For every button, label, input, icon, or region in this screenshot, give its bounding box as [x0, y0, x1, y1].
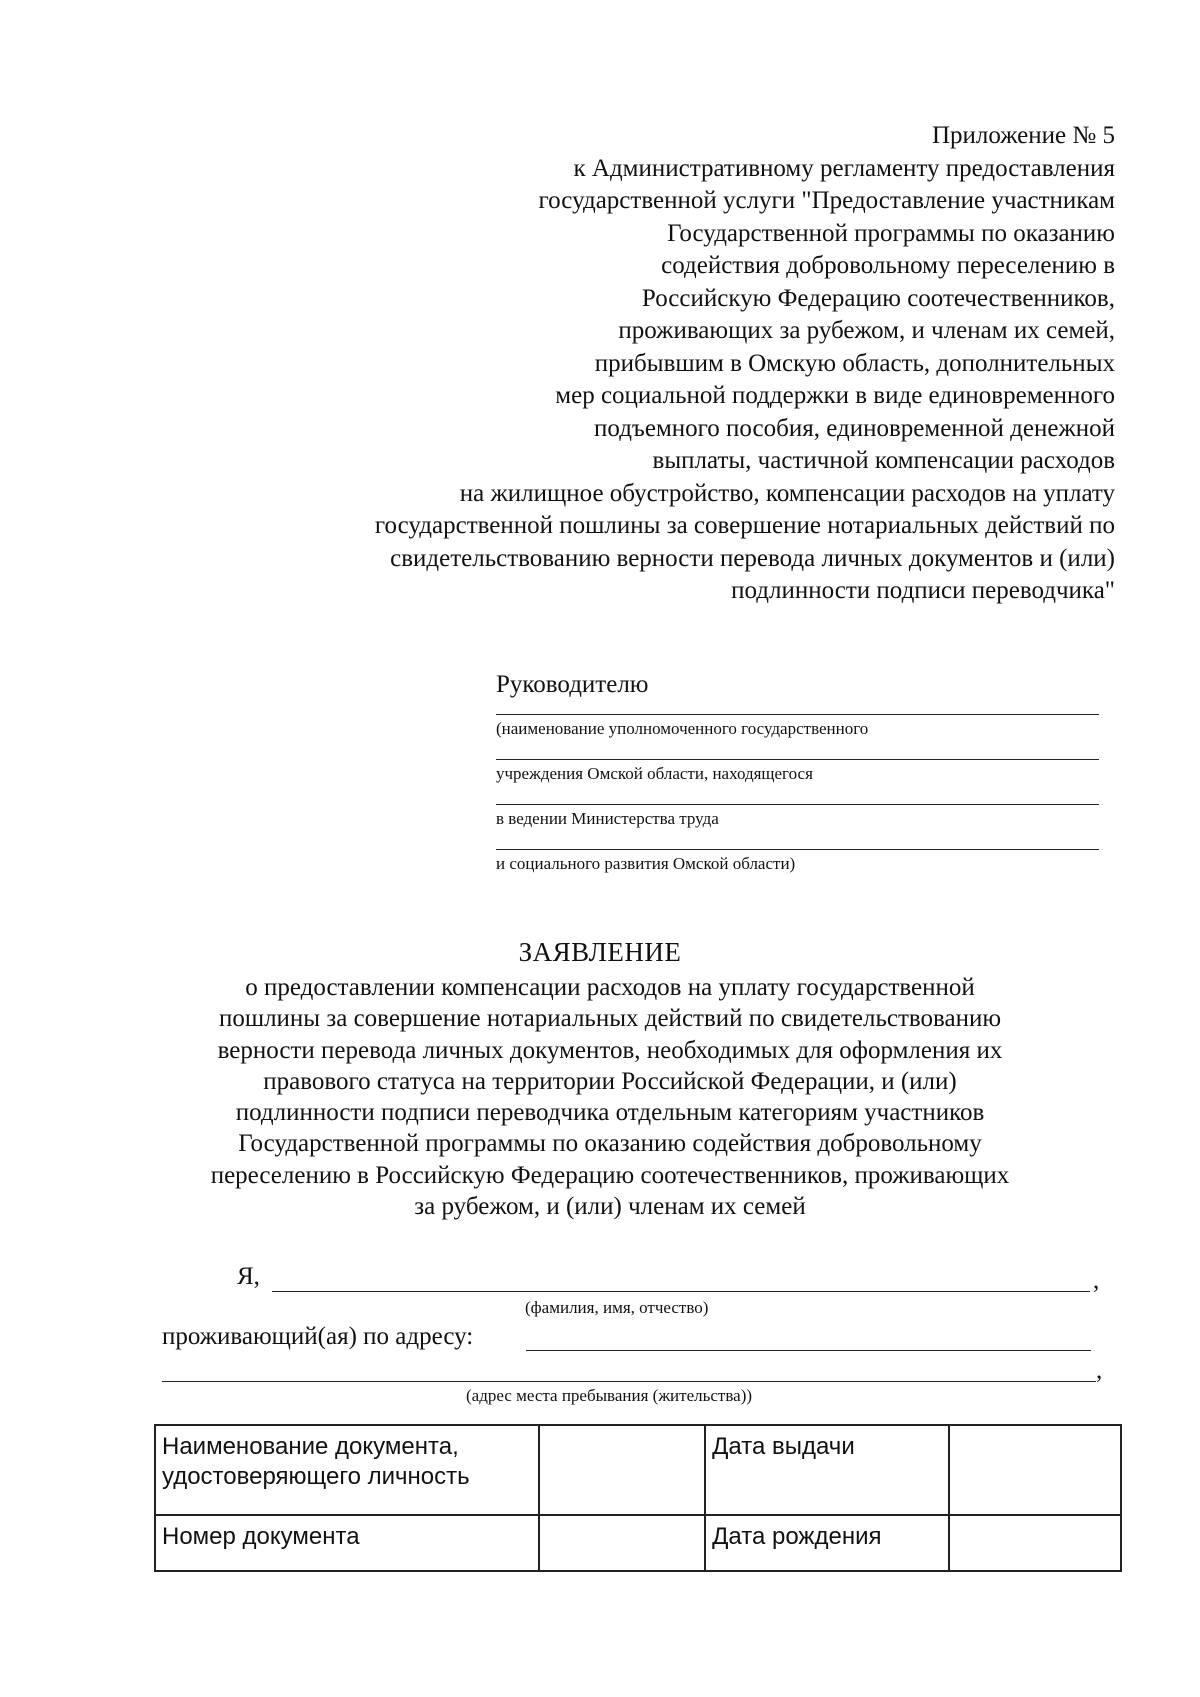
applicant-address-label: проживающий(ая) по адресу:: [162, 1323, 474, 1350]
addressee-fill-line[interactable]: [496, 804, 1099, 805]
appendix-line: свидетельствованию верности перевода личных документов и (или): [390, 544, 1115, 572]
subject-line: за рубежом, и (или) членам их семей: [414, 1193, 806, 1221]
applicant-name-comma: ,: [1093, 1267, 1100, 1294]
addressee-block: [496, 670, 1099, 894]
table-row: [155, 1425, 1121, 1515]
table-row: [155, 1515, 1121, 1571]
appendix-line: подлинности подписи переводчика": [731, 577, 1115, 604]
doc-number-label: Номер документа: [155, 1515, 539, 1571]
doc-name-label: Наименование документа, удостоверяющего личность: [155, 1425, 539, 1515]
appendix-line: мер социальной поддержки в виде единовременного: [555, 382, 1115, 409]
doc-name-value[interactable]: [539, 1425, 705, 1515]
birth-date-label: Дата рождения: [705, 1515, 949, 1571]
appendix-line: государственной услуги "Предоставление участникам: [538, 187, 1115, 214]
addressee-hint: в ведении Министерства труда: [496, 809, 719, 828]
appendix-line: выплаты, частичной компенсации расходов: [652, 447, 1115, 474]
issue-date-value[interactable]: [949, 1425, 1121, 1515]
appendix-line: Государственной программы по оказанию: [667, 219, 1115, 247]
appendix-header: [215, 120, 1115, 608]
addressee-fill-line[interactable]: [496, 849, 1099, 850]
subject-line: о предоставлении компенсации расходов на уплату государственной: [245, 974, 975, 1001]
birth-date-value[interactable]: [949, 1515, 1121, 1571]
identity-document-table: [154, 1424, 1122, 1572]
appendix-line: подъемного пособия, единовременной денежной: [594, 414, 1115, 442]
applicant-address-hint: (адрес места пребывания (жительства)): [466, 1386, 753, 1405]
addressee-fill-line[interactable]: [496, 759, 1099, 760]
applicant-i-label: Я,: [237, 1263, 260, 1290]
statement-subject: [150, 972, 1070, 1222]
appendix-line: прибывшим в Омскую область, дополнительных: [594, 349, 1115, 377]
issue-date-label: Дата выдачи: [705, 1425, 949, 1515]
applicant-name-hint: (фамилия, имя, отчество): [525, 1298, 709, 1317]
applicant-address-line-1[interactable]: [526, 1350, 1091, 1351]
doc-number-value[interactable]: [539, 1515, 705, 1571]
addressee-hint: учреждения Омской области, находящегося: [496, 764, 813, 783]
appendix-line: государственной пошлины за совершение нотариальных действий по: [374, 512, 1115, 539]
appendix-line: на жилищное обустройство, компенсации расходов на уплату: [459, 479, 1115, 507]
statement-title: ЗАЯВЛЕНИЕ: [518, 937, 682, 967]
appendix-line: Российскую Федерацию соотечественников,: [641, 284, 1115, 312]
applicant-name-line[interactable]: [272, 1291, 1090, 1292]
applicant-address-line-2[interactable]: [162, 1381, 1096, 1382]
addressee-to: Руководителю: [496, 671, 649, 698]
addressee-hint: (наименование уполномоченного государственного: [496, 719, 869, 738]
addressee-hint: и социального развития Омской области): [496, 854, 796, 873]
subject-line: правового статуса на территории Российской Федерации, и (или): [263, 1067, 957, 1095]
appendix-line: проживающих за рубежом, и членам их семей,: [618, 317, 1115, 344]
appendix-number: Приложение № 5: [931, 122, 1115, 149]
subject-line: Государственной программы по оказанию содействия добровольному: [238, 1130, 982, 1158]
subject-line: верности перевода личных документов, необходимых для оформления их: [217, 1036, 1003, 1064]
subject-line: пошлины за совершение нотариальных действий по свидетельствованию: [218, 1005, 1002, 1033]
addressee-fill-line[interactable]: [496, 714, 1099, 715]
appendix-line: к Административному регламенту предоставления: [573, 154, 1115, 182]
subject-line: переселению в Российскую Федерацию соотечественников, проживающих: [210, 1161, 1010, 1189]
subject-line: подлинности подписи переводчика отдельным категориям участников: [235, 1099, 985, 1127]
appendix-line: содействия добровольному переселению в: [661, 252, 1115, 279]
applicant-address-comma: ,: [1096, 1357, 1103, 1384]
